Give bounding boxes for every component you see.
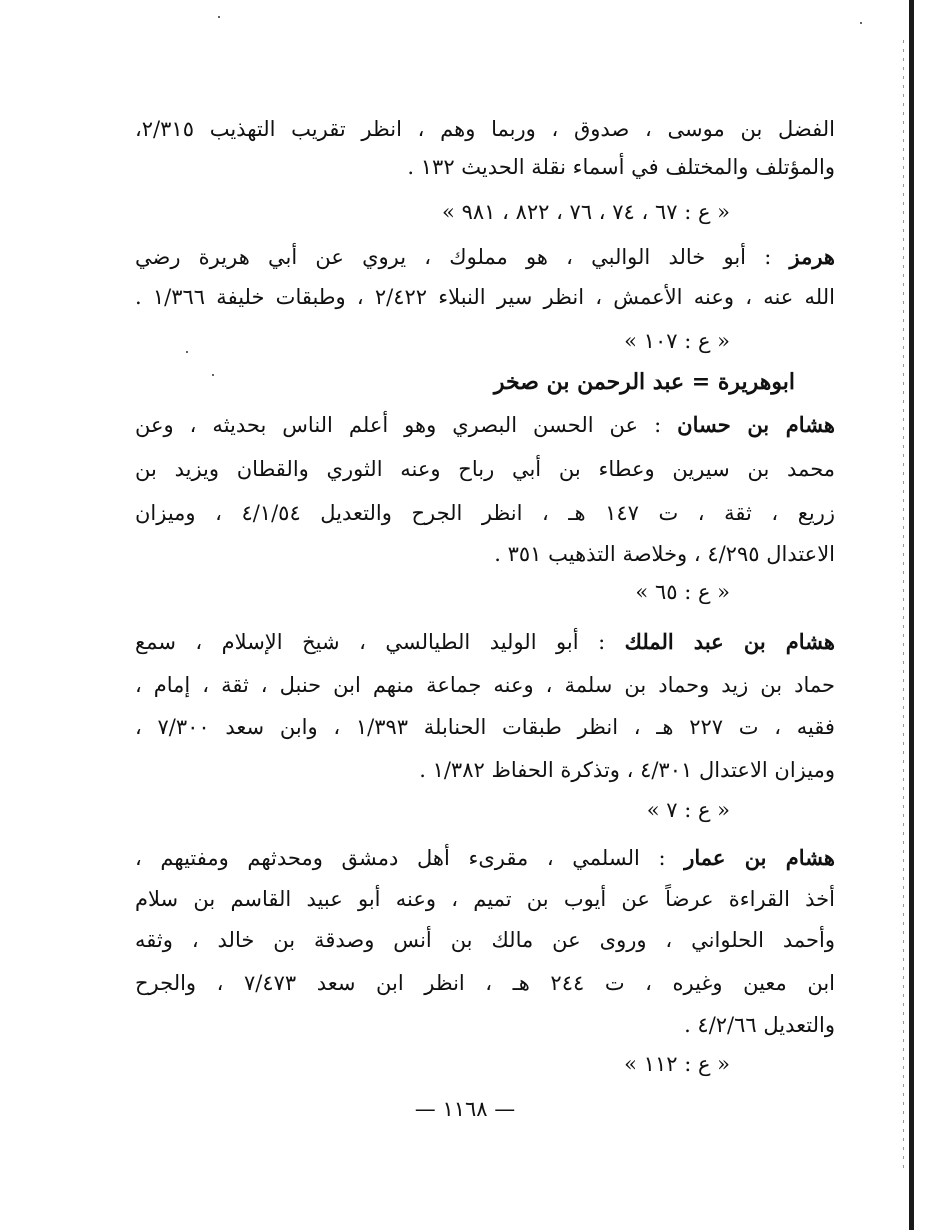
entry-text-line: أخذ القراءة عرضاً عن أيوب بن تميم ، وعنه أبو عبيد القاسم بن سلام [135, 887, 835, 911]
entry-name: هرمز [789, 244, 835, 269]
entry-text-line: الله عنه ، وعنه الأعمش ، انظر سير النبلاء ٢/٤٢٢ ، وطبقات خليفة ١/٣٦٦ . [135, 285, 835, 309]
entry-name-colon: : [639, 846, 685, 870]
entry-name-colon: : [638, 413, 678, 437]
entry-first-line [135, 411, 835, 439]
entry-first-text: السلمي ، مقرىء أهل دمشق ومحدثهم ومفتيهم ، [135, 846, 640, 870]
entry-text-line: الفضل بن موسى ، صدوق ، وربما وهم ، انظر تقريب التهذيب ٢/٣١٥، [135, 117, 835, 141]
entry-reference: « ع : ٦٥ » [635, 580, 730, 604]
entry-text-line: وأحمد الحلواني ، وروى عن مالك بن أنس وصدقة بن خالد ، وثقه [135, 928, 835, 952]
entry-text-line: حماد بن زيد وحماد بن سلمة ، وعنه جماعة منهم ابن حنبل ، ثقة ، إمام ، [135, 673, 835, 697]
entry-first-line [135, 243, 835, 271]
cross-reference-heading: ابوهريرة = عبد الرحمن بن صخر [493, 369, 795, 395]
entry-text-line: وميزان الاعتدال ٤/٣٠١ ، وتذكرة الحفاظ ١/٣٨٢ . [419, 758, 835, 782]
entry-reference: « ع : ٦٧ ، ٧٤ ، ٧٦ ، ٨٢٢ ، ٩٨١ » [442, 200, 730, 224]
entry-text-line: الاعتدال ٤/٢٩٥ ، وخلاصة التذهيب ٣٥١ . [494, 542, 835, 566]
scan-speck [212, 374, 214, 376]
entry-name: هشام بن حسان [677, 412, 835, 437]
entry-name-colon: : [578, 630, 625, 654]
entry-text-line: فقيه ، ت ٢٢٧ هـ ، انظر طبقات الحنابلة ١/٣٩٣ ، وابن سعد ٧/٣٠٠ ، [135, 715, 835, 739]
scan-speck [218, 16, 220, 18]
scan-speck [186, 351, 188, 353]
entry-text-line: ابن معين وغيره ، ت ٢٤٤ هـ ، انظر ابن سعد ٧/٤٧٣ ، والجرح [135, 971, 836, 995]
entry-reference: « ع : ٧ » [646, 798, 730, 822]
entry-text-line: زريع ، ثقة ، ت ١٤٧ هـ ، انظر الجرح والتعديل ٤/١/٥٤ ، وميزان [135, 501, 836, 525]
entry-reference: « ع : ١١٢ » [624, 1052, 730, 1076]
entry-reference: « ع : ١٠٧ » [624, 329, 730, 353]
scan-speck [860, 22, 862, 24]
entry-name: هشام بن عبد الملك [624, 629, 836, 654]
entry-first-text: أبو خالد الوالبي ، هو مملوك ، يروي عن أبي هريرة رضي [135, 245, 746, 269]
entry-text-line: والتعديل ٤/٢/٦٦ . [684, 1013, 835, 1037]
entry-first-text: عن الحسن البصري وهو أعلم الناس بحديثه ، وعن [135, 413, 639, 437]
entry-first-line [135, 844, 835, 872]
entry-text-line: والمؤتلف والمختلف في أسماء نقلة الحديث ١٣٢ . [407, 155, 835, 179]
entry-first-line [135, 628, 835, 656]
entry-name: هشام بن عمار [684, 845, 836, 870]
entry-name-colon: : [746, 245, 790, 269]
scan-edge-line [909, 0, 914, 1230]
entry-text-line: محمد بن سيرين وعطاء بن أبي رباح وعنه الثوري والقطان ويزيد بن [135, 457, 835, 481]
entry-first-text: أبو الوليد الطيالسي ، شيخ الإسلام ، سمع [135, 630, 579, 654]
scan-edge-dots [903, 40, 904, 1170]
page-number: — ١١٦٨ — [414, 1097, 516, 1121]
